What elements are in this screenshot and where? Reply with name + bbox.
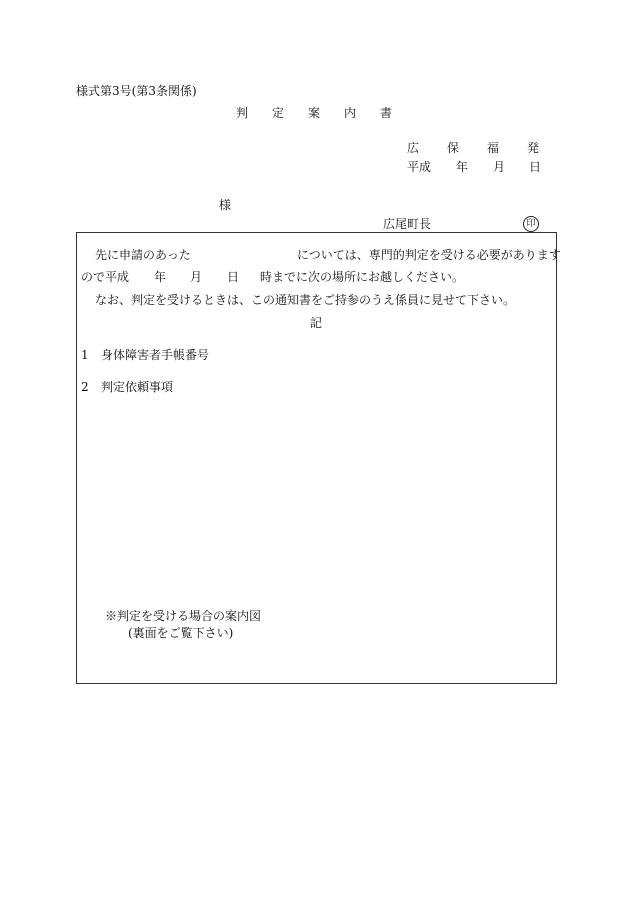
date-month: 月	[493, 160, 506, 174]
issue-char: 保	[447, 141, 460, 155]
issue-char: 広	[407, 141, 420, 155]
title-char: 定	[272, 106, 285, 120]
body-line2-a: ので平成	[81, 270, 130, 284]
issuer: 広尾町長	[383, 217, 432, 231]
body-line2-b: 時までに次の場所にお越しください。	[260, 270, 465, 284]
body-line2-month: 月	[190, 270, 203, 284]
body-line3: なお、判定を受けるときは、この通知書をご持参のうえ係員に見せて下さい。	[95, 293, 516, 307]
date-era: 平成	[407, 160, 432, 174]
body-line1-b: については、専門的判定を受ける必要があります	[297, 248, 561, 262]
form-label: 様式第3号(第3条関係)	[76, 84, 197, 98]
issue-char: 福	[487, 141, 500, 155]
item-label: 身体障害者手帳番号	[101, 348, 210, 362]
item-number: 1	[81, 348, 89, 362]
issue-char: 発	[527, 141, 540, 155]
body-line2-year: 年	[154, 270, 167, 284]
title-char: 書	[380, 106, 393, 120]
title-char: 内	[344, 106, 357, 120]
map-note: ※判定を受ける場合の案内図	[105, 609, 262, 623]
map-note-reverse: (裏面をご覧下さい)	[128, 626, 234, 640]
addressee-suffix: 様	[219, 198, 232, 212]
body-line1-a: 先に申請のあった	[95, 248, 191, 262]
date-year: 年	[456, 160, 469, 174]
ki-heading: 記	[310, 316, 323, 330]
date-day: 日	[529, 160, 542, 174]
title-char: 案	[308, 106, 321, 120]
body-line2-day: 日	[227, 270, 240, 284]
seal-mark: 印	[523, 216, 539, 232]
title-char: 判	[236, 106, 249, 120]
item-number: 2	[81, 380, 89, 394]
item-label: 判定依頼事項	[101, 380, 174, 394]
